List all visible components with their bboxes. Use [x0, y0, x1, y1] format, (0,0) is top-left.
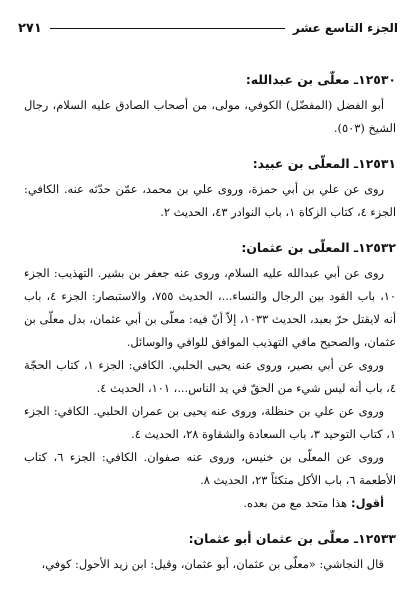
- entry-12530: [24, 68, 396, 140]
- entry-paragraph: وروى عن أبي بصير، وروى عنه يحيى الحلبي. الكافي: الجزء ١، كتاب الحجّة ٤، باب أنه ليس شيء من الحقّ في يد الناس...، ١٠١، الحديث ٤.: [24, 358, 396, 395]
- entry-paragraph: روى عن أبي عبدالله عليه السلام، وروى عنه جعفر بن بشير. التهذيب: الجزء ١٠، باب القود بين الرجال والنساء...، الحديث ٧٥٥، والاستبصار: الجزء ٤، باب أنه لايقتل حرّ بعبد، الحديث ١٠٣٣، إلاّ أنّ فيه: معلّى بن أبي عثمان، بدل معلّى بن عثمان، والصحيح مافي التهذيب الموافق للوافي والوسائل.: [24, 266, 397, 349]
- entry-heading: ١٢٥٣٣ـ معلّى بن عثمان أبو عثمان:: [188, 531, 396, 546]
- page-number: ٢٧١: [18, 20, 42, 36]
- entry-12532: [24, 236, 396, 515]
- entry-paragraph: أبو الفضل (المفضّل) الكوفي، مولى، من أصحاب الصادق عليه السلام، رجال الشيخ (٥٠٣).: [24, 98, 396, 135]
- entry-body: [24, 94, 396, 140]
- entry-paragraph: وروى عن علي بن حنظلة، وروى عنه يحيى بن عمران الحلبي. الكافي: الجزء ١، كتاب التوحيد ٣، باب السعادة والشقاوة ٢٨، الحديث ٤.: [24, 404, 396, 441]
- entry-heading: ١٢٥٣٢ـ المعلّى بن عثمان:: [241, 240, 396, 255]
- entry-paragraph: وروى عن المعلّى بن خنيس، وروى عنه صفوان. الكافي: الجزء ٦، كتاب الأطعمة ٦، باب الأكل متكئاً ٢٣، الحديث ٨.: [24, 450, 396, 487]
- running-head: [18, 18, 398, 38]
- page-body: [24, 68, 396, 588]
- entry-body: [24, 262, 396, 515]
- entry-12533: [24, 527, 396, 576]
- entry-body: [24, 553, 396, 576]
- entry-12531: [24, 152, 396, 224]
- verdict-text: هذا متحد مع من بعده.: [243, 496, 348, 510]
- running-head-rule: [50, 28, 285, 29]
- running-head-title: الجزء التاسع عشر: [292, 21, 398, 35]
- verdict-label: أقول:: [351, 496, 384, 510]
- entry-heading: ١٢٥٣١ـ المعلّى بن عبيد:: [252, 156, 396, 171]
- entry-heading: ١٢٥٣٠ـ معلّى بن عبدالله:: [245, 72, 396, 87]
- entry-paragraph: قال النجاشي: «معلّى بن عثمان، أبو عثمان، وقيل: ابن زيد الأحول: كوفي،: [41, 557, 384, 571]
- entry-body: [24, 178, 396, 224]
- entry-paragraph: روى عن علي بن أبي حمزة، وروى علي بن محمد، عمّن حدّثه عنه. الكافي: الجزء ٤، كتاب الزكاة ١، باب النوادر ٤٣، الحديث ٢.: [24, 182, 396, 219]
- entry-verdict: [24, 492, 396, 515]
